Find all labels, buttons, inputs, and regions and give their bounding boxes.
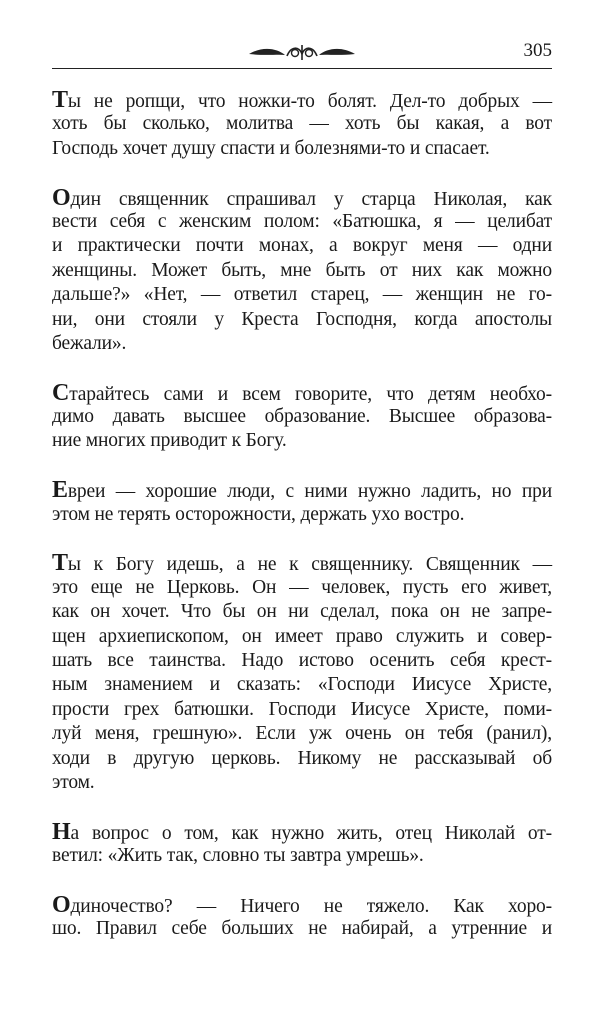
text-line (52, 478, 552, 502)
text-line (52, 503, 552, 527)
text-line (52, 893, 552, 917)
page-number: 305 (523, 40, 552, 61)
line-text: шать все таинства. Надо истово осенить себя крест- (52, 649, 552, 671)
paragraph-initial: Т (52, 87, 68, 113)
line-text: вреи — хорошие люди, с ними нужно ладить, но при (67, 481, 552, 503)
line-text: дин священник спрашивал у старца Николая, как (70, 188, 552, 210)
paragraph-initial: О (52, 184, 71, 211)
text-line (52, 137, 552, 161)
paragraph (52, 88, 552, 161)
paragraph-initial: Н (52, 818, 71, 845)
text-line (52, 405, 552, 429)
line-text: ветил: «Жить так, словно ты завтра умрешь». (52, 845, 424, 867)
paragraph-initial: О (52, 891, 71, 918)
text-line (52, 210, 552, 234)
text-line (52, 747, 552, 771)
line-text: ы к Богу идешь, а не к священнику. Священник — (67, 554, 552, 576)
line-text: а вопрос о том, как нужно жить, отец Николай от- (70, 822, 552, 844)
text-line (52, 673, 552, 697)
line-text: бежали». (52, 332, 127, 354)
line-text: и практически почти монах, а вокруг меня — одни (52, 235, 552, 257)
text-line (52, 332, 552, 356)
paragraph-initial: С (52, 379, 70, 406)
line-text: шо. Правил себе больших не набирай, а утренние и (52, 918, 552, 940)
line-text: Господь хочет душу спасти и болезнями-то и спасает. (52, 137, 490, 159)
line-text: дальше?» «Нет, — ответил старец, — женщин не го- (52, 284, 552, 306)
line-text: тарайтесь сами и всем говорите, что детям необхо- (69, 383, 552, 405)
text-line (52, 576, 552, 600)
paragraph-initial: Т (52, 550, 68, 577)
paragraph (52, 551, 552, 795)
line-text: луй меня, грешную». Если уж очень он тебя (ранил), (52, 723, 552, 745)
line-text: прости грех батюшки. Господи Иисусе Христе, поми- (52, 698, 552, 720)
text-line (52, 771, 552, 795)
text-line (52, 722, 552, 746)
text-line (52, 88, 552, 112)
text-line (52, 698, 552, 722)
line-text: хоть бы сколько, молитва — хоть бы какая, а вот (52, 113, 552, 135)
line-text: ным знамением и сказать: «Господи Иисусе Христе, (52, 674, 552, 696)
ornament-icon (247, 42, 357, 64)
text-line (52, 844, 552, 868)
text-line (52, 917, 552, 941)
line-text: диночество? — Ничего не тяжело. Как хоро- (70, 895, 552, 917)
line-text: вести себя с женским полом: «Батюшка, я — целибат (52, 210, 552, 232)
paragraph (52, 893, 552, 942)
text-line (52, 112, 552, 136)
text-line (52, 551, 552, 575)
text-line (52, 186, 552, 210)
running-header (52, 36, 552, 69)
text-line (52, 820, 552, 844)
line-text: димо давать высшее образование. Высшее образова- (52, 406, 552, 428)
page-body (52, 88, 552, 966)
line-text: ходи в другую церковь. Никому не рассказывай об (52, 747, 552, 769)
line-text: щен архиепископом, он имеет право служить и совер- (52, 625, 552, 647)
text-line (52, 259, 552, 283)
paragraph (52, 381, 552, 454)
paragraph-initial: Е (52, 477, 68, 504)
line-text: женщины. Может быть, мне быть от них как можно (52, 259, 552, 281)
text-line (52, 649, 552, 673)
line-text: ы не ропщи, что ножки-то болят. Дел-то добрых — (67, 91, 552, 112)
text-line (52, 308, 552, 332)
line-text: ние многих приводит к Богу. (52, 430, 287, 452)
text-line (52, 625, 552, 649)
line-text: как он хочет. Что бы он ни сделал, пока он не запре- (52, 601, 552, 623)
text-line (52, 283, 552, 307)
text-line (52, 600, 552, 624)
line-text: этом. (52, 771, 95, 793)
paragraph (52, 820, 552, 869)
paragraph (52, 478, 552, 527)
line-text: ни, они стояли у Креста Господня, когда апостолы (52, 308, 552, 330)
line-text: это еще не Церковь. Он — человек, пусть его живет, (52, 576, 552, 598)
paragraph (52, 186, 552, 357)
line-text: этом не терять осторожности, держать ухо востро. (52, 503, 465, 525)
text-line (52, 234, 552, 258)
text-line (52, 381, 552, 405)
text-line (52, 429, 552, 453)
